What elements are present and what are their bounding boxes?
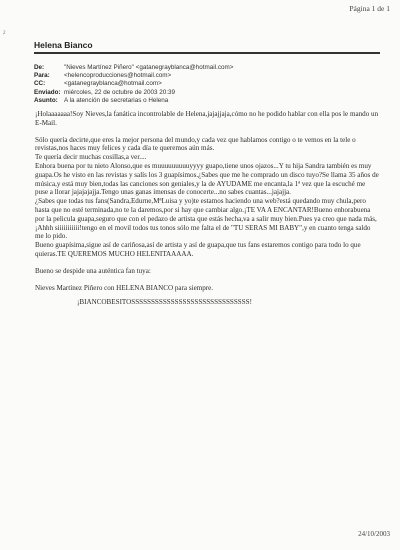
- meta-value: <gatanegrayblanca@hotmail.com>: [64, 80, 162, 88]
- meta-to: [34, 72, 380, 80]
- meta-subject: [34, 97, 380, 105]
- meta-label: Para:: [34, 72, 50, 80]
- header-rule: [34, 52, 380, 54]
- email-meta: [34, 64, 380, 105]
- body-paragraph: Sólo quería decirte,que eres la mejor persona del mundo,y cada vez que hablamos contigo o te vemos en la tele o revistas,nos haces muy felices y cada día te queremos aún más.: [35, 135, 356, 153]
- meta-value: <helencoproducciones@hotmail.com>: [64, 72, 172, 80]
- meta-value: A la atención de secretarias o Helena: [64, 96, 169, 104]
- meta-value: "Nieves Martínez Piñero" <gatanegrayblanca@hotmail.com>: [64, 64, 234, 71]
- body-paragraph: ¿Sabes que todas tus fans(Sandra,Edurne,MªLuisa y yo)te estamos haciendo una web?está quedando muy chula,pero hasta que no esté terminada,no te la daremos,por si hay que cambiar algo.¡TE VA A ENCANTAR!Bueno enhorabuena por la pelicula guapa,seguro que con el pedazo de artista que estás hecha,va a salir muy bien.Pues ya creo que nada más,¡Ahhh siiiiiiiiiii!tengo en el movil todos tus tonos sólo me falta el de "TU SERAS MI BABY",y en cuanto tenga saldo me lo pido.: [35, 197, 377, 241]
- meta-label: Enviado:: [34, 88, 61, 96]
- body-paragraph: Enhora buena por tu nieto Alonso,que es muuuuuuuuuyyyy guapo,tiene unos ojazos...Y tu hija Sandra también es muy guapa.Os he visto en las revistas y salís los 3 guapísimos.¿Sabes que me he comprado un disco tuyo?Se llama 35 años de música,y está muy bien,todas las canciones son geniales,y la de AYUDAME me encanta,la 1ª vez que la escuché me puse a llorar jajajajajja.Tengo unas ganas imensas de conocerte...no sabes cuantas...jajajja.: [35, 161, 379, 197]
- body-paragraph: Te quería decir muchas cosillas,a ver....: [35, 153, 147, 162]
- meta-label: De:: [34, 64, 45, 71]
- closing-line: ¡BIANCOBESITOSSSSSSSSSSSSSSSSSSSSSSSSSSSSSS!: [77, 298, 252, 307]
- body-paragraph: Bueno se despide una auténtica fan tuya:: [35, 266, 151, 275]
- footer-date: 24/10/2003: [358, 530, 390, 538]
- page-number: Página 1 de 1: [349, 4, 390, 13]
- email-header: [34, 40, 380, 105]
- sender-name: Helena Bianco: [34, 40, 93, 50]
- meta-sent: [34, 89, 380, 97]
- meta-from: [34, 64, 380, 72]
- meta-label: CC:: [34, 80, 46, 88]
- signature-line: Nieves Martínez Piñero con HELENA BIANCO para siempre.: [35, 283, 214, 292]
- meta-value: miércoles, 22 de octubre de 2003 20:39: [64, 88, 175, 96]
- email-body: [35, 110, 380, 315]
- body-paragraph: ¡Holaaaaaaa!Soy Nieves,la fanática incontrolable de Helena,jajajjaja,cómo no he podido hablar con ella pos le mando un E-Mail.: [35, 110, 379, 127]
- meta-label: Asunto:: [34, 96, 58, 104]
- body-paragraph: Bueno guapísima,sigue así de cariñosa,así de artista y así de guapa,que tus fans estaremos contigo para todo lo que quieras.TE QUEREMOS MUCHO HELENITAAAAA.: [35, 241, 361, 258]
- meta-cc: [34, 80, 380, 88]
- margin-mark: 2: [3, 31, 6, 36]
